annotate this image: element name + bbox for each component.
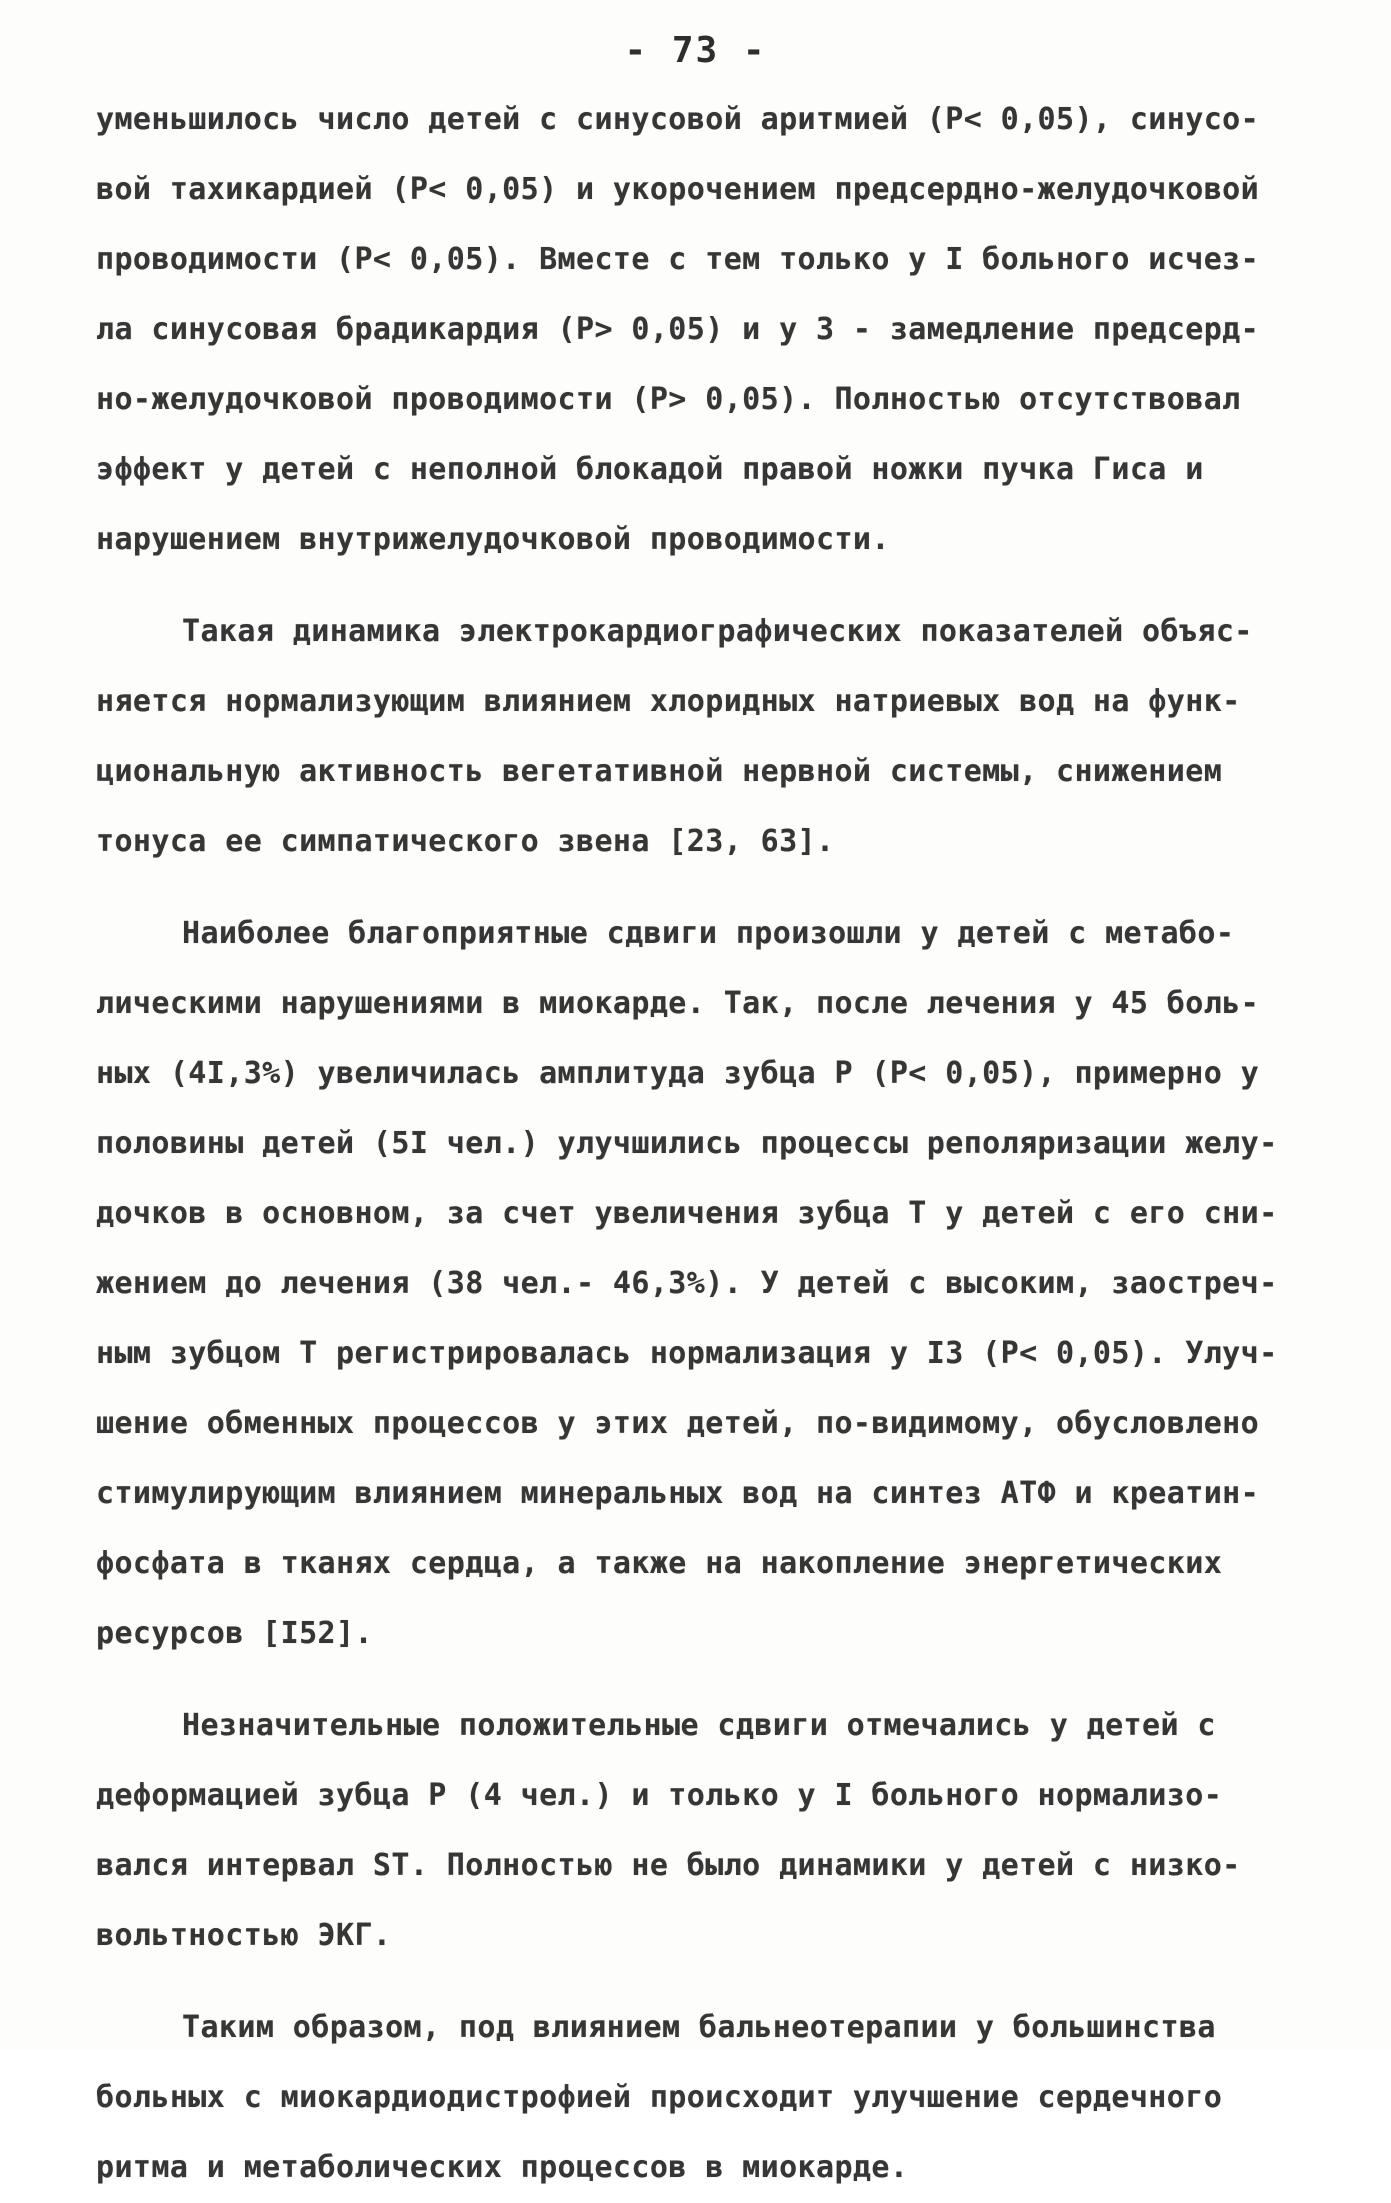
text-line: вольтностью ЭКГ. — [96, 1918, 392, 1953]
text-line: вался интервал ST. Полностью не было динамики у детей с низко- — [96, 1848, 1241, 1883]
text-line: тонуса ее симпатического звена [23, 63]. — [96, 824, 835, 859]
paragraph-4 — [96, 1691, 1291, 1971]
paragraph-3 — [96, 899, 1291, 1669]
text-line: циональную активность вегетативной нервной системы, снижением — [96, 754, 1223, 789]
text-line: нарушением внутрижелудочковой проводимости. — [96, 522, 890, 557]
paragraph-1 — [96, 85, 1291, 575]
text-line: уменьшилось число детей с синусовой аритмией (P< 0,05), синусо- — [96, 102, 1260, 137]
paragraph-2 — [96, 597, 1291, 877]
text-line: шение обменных процессов у этих детей, по-видимому, обусловлено — [96, 1406, 1260, 1441]
text-line: деформацией зубца P (4 чел.) и только у I больного нормализо- — [96, 1778, 1223, 1813]
text-line: ных (4I,3%) увеличилась амплитуда зубца P (P< 0,05), примерно у — [96, 1056, 1260, 1091]
text-line: дочков в основном, за счет увеличения зубца T у детей с его сни- — [96, 1196, 1278, 1231]
text-line: эффект у детей с неполной блокадой правой ножки пучка Гиса и — [96, 452, 1204, 487]
text-line: ритма и метаболических процессов в миокарде. — [96, 2150, 909, 2185]
text-line: ресурсов [I52]. — [96, 1616, 373, 1651]
text-line: няется нормализующим влиянием хлоридных натриевых вод на функ- — [96, 684, 1241, 719]
body-text — [96, 85, 1291, 2203]
text-line: больных с миокардиодистрофией происходит улучшение сердечного — [96, 2080, 1223, 2115]
text-line: фосфата в тканях сердца, а также на накопление энергетических — [96, 1546, 1223, 1581]
text-line: Такая динамика электрокардиографических показателей объяс- — [182, 614, 1253, 649]
page-number: - 73 - — [624, 30, 767, 71]
text-line: стимулирующим влиянием минеральных вод на синтез АТФ и креатин- — [96, 1476, 1260, 1511]
text-line: вой тахикардией (P< 0,05) и укорочением предсердно-желудочковой — [96, 172, 1260, 207]
text-line: но-желудочковой проводимости (P> 0,05). Полностью отсутствовал — [96, 382, 1241, 417]
text-line: Незначительные положительные сдвиги отмечались у детей с — [182, 1708, 1216, 1743]
text-line: лическими нарушениями в миокарде. Так, после лечения у 45 боль- — [96, 986, 1260, 1021]
text-line: жением до лечения (38 чел.- 46,3%). У детей с высоким, заостреч- — [96, 1266, 1278, 1301]
text-line: проводимости (P< 0,05). Вместе с тем только у I больного исчез- — [96, 242, 1260, 277]
paragraph-5 — [96, 1993, 1291, 2203]
text-line: ла синусовая брадикардия (P> 0,05) и у 3 - замедление предсерд- — [96, 312, 1260, 347]
text-line: Таким образом, под влиянием бальнеотерапии у большинства — [182, 2010, 1216, 2045]
text-line: половины детей (5I чел.) улучшились процессы реполяризации желу- — [96, 1126, 1278, 1161]
text-line: ным зубцом T регистрировалась нормализация у I3 (P< 0,05). Улуч- — [96, 1336, 1278, 1371]
text-line: Наиболее благоприятные сдвиги произошли у детей с метабо- — [182, 916, 1235, 951]
